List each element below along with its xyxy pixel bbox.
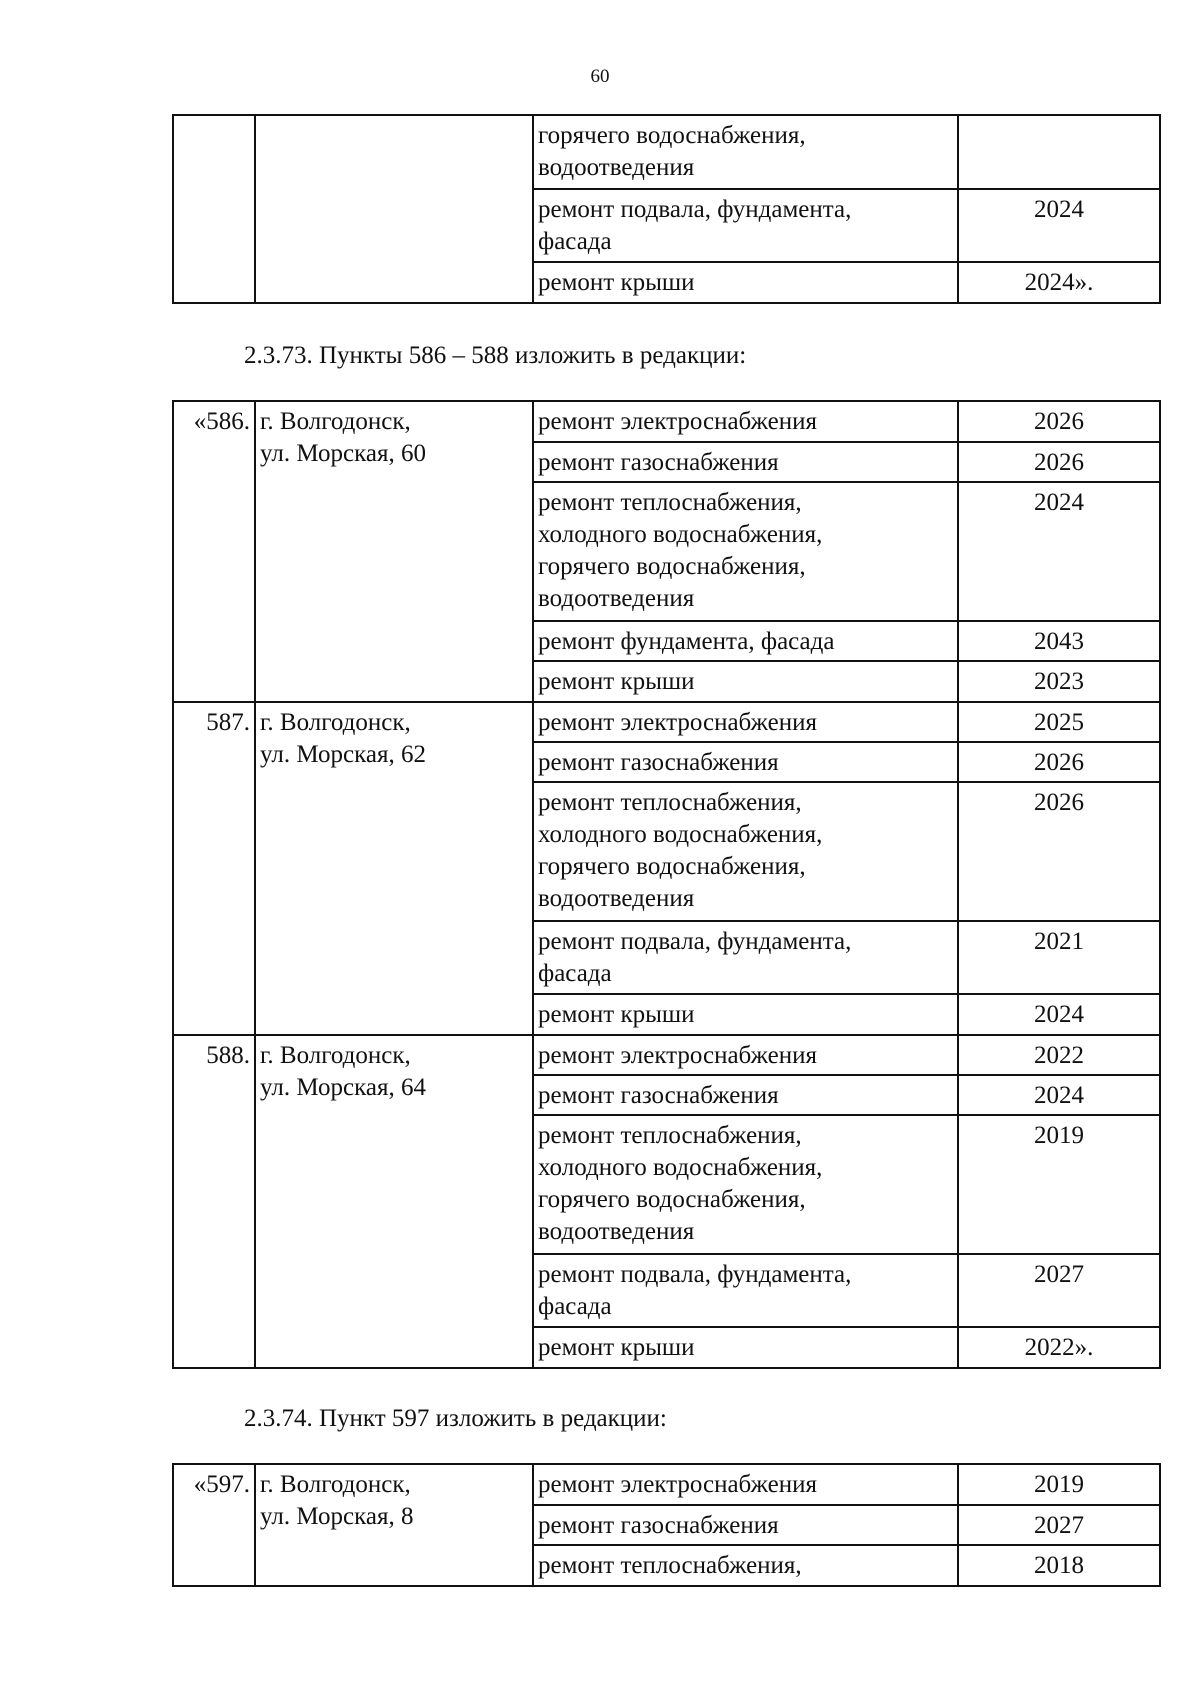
table-continuation xyxy=(172,114,1161,304)
cell-address: г. Волгодонск, ул. Морская, 62 xyxy=(255,702,533,1035)
cell-address: г. Волгодонск, ул. Морская, 60 xyxy=(255,401,533,702)
cell-work: ремонт крыши xyxy=(533,262,958,303)
cell-year: 2024 xyxy=(958,1075,1160,1115)
page-number: 60 xyxy=(590,66,610,87)
cell-address: г. Волгодонск, ул. Морская, 64 xyxy=(255,1035,533,1368)
cell-work: ремонт крыши xyxy=(533,661,958,702)
cell-year: 2026 xyxy=(958,782,1160,921)
cell-work: ремонт газоснабжения xyxy=(533,442,958,482)
cell-work: горячего водоснабжения, водоотведения xyxy=(533,115,958,189)
cell-num: 588. xyxy=(173,1035,255,1368)
paragraph-2-3-73: 2.3.73. Пункты 586 – 588 изложить в редакции: xyxy=(244,342,747,369)
cell-year: 2025 xyxy=(958,702,1160,742)
cell-work: ремонт теплоснабжения, холодного водоснабжения, горячего водоснабжения, водоотведения xyxy=(533,1115,958,1254)
paragraph-2-3-74: 2.3.74. Пункт 597 изложить в редакции: xyxy=(244,1405,667,1432)
cell-work: ремонт электроснабжения xyxy=(533,1035,958,1075)
table-row xyxy=(173,1464,1160,1505)
cell-address xyxy=(255,115,533,303)
cell-year: 2023 xyxy=(958,661,1160,702)
cell-year: 2026 xyxy=(958,401,1160,442)
cell-work: ремонт электроснабжения xyxy=(533,1464,958,1505)
cell-year: 2022 xyxy=(958,1035,1160,1075)
cell-year: 2024 xyxy=(958,482,1160,621)
cell-work: ремонт крыши xyxy=(533,1327,958,1368)
cell-year: 2027 xyxy=(958,1505,1160,1545)
cell-year: 2019 xyxy=(958,1115,1160,1254)
cell-work: ремонт электроснабжения xyxy=(533,401,958,442)
cell-num xyxy=(173,115,255,303)
cell-year: 2024 xyxy=(958,189,1160,262)
cell-work: ремонт подвала, фундамента, фасада xyxy=(533,189,958,262)
cell-work: ремонт теплоснабжения, холодного водоснабжения, горячего водоснабжения, водоотведения xyxy=(533,782,958,921)
cell-year: 2021 xyxy=(958,921,1160,994)
cell-num: «597. xyxy=(173,1464,255,1586)
cell-year: 2026 xyxy=(958,442,1160,482)
cell-work: ремонт газоснабжения xyxy=(533,742,958,782)
cell-work: ремонт электроснабжения xyxy=(533,702,958,742)
cell-address: г. Волгодонск, ул. Морская, 8 xyxy=(255,1464,533,1586)
cell-year: 2027 xyxy=(958,1254,1160,1327)
cell-year: 2043 xyxy=(958,621,1160,661)
table-items-586-588 xyxy=(172,400,1161,1369)
cell-work: ремонт газоснабжения xyxy=(533,1505,958,1545)
table-row xyxy=(173,401,1160,442)
cell-work: ремонт теплоснабжения, xyxy=(533,1545,958,1586)
cell-work: ремонт теплоснабжения, холодного водоснабжения, горячего водоснабжения, водоотведения xyxy=(533,482,958,621)
table-row xyxy=(173,1035,1160,1075)
table-row xyxy=(173,702,1160,742)
cell-year: 2018 xyxy=(958,1545,1160,1586)
cell-work: ремонт крыши xyxy=(533,994,958,1035)
cell-work: ремонт подвала, фундамента, фасада xyxy=(533,1254,958,1327)
cell-year: 2022». xyxy=(958,1327,1160,1368)
cell-year: 2024 xyxy=(958,994,1160,1035)
cell-num: «586. xyxy=(173,401,255,702)
cell-work: ремонт фундамента, фасада xyxy=(533,621,958,661)
cell-year: 2026 xyxy=(958,742,1160,782)
cell-year xyxy=(958,115,1160,189)
table-item-597 xyxy=(172,1463,1161,1587)
cell-work: ремонт подвала, фундамента, фасада xyxy=(533,921,958,994)
cell-year: 2019 xyxy=(958,1464,1160,1505)
cell-work: ремонт газоснабжения xyxy=(533,1075,958,1115)
cell-num: 587. xyxy=(173,702,255,1035)
cell-year: 2024». xyxy=(958,262,1160,303)
